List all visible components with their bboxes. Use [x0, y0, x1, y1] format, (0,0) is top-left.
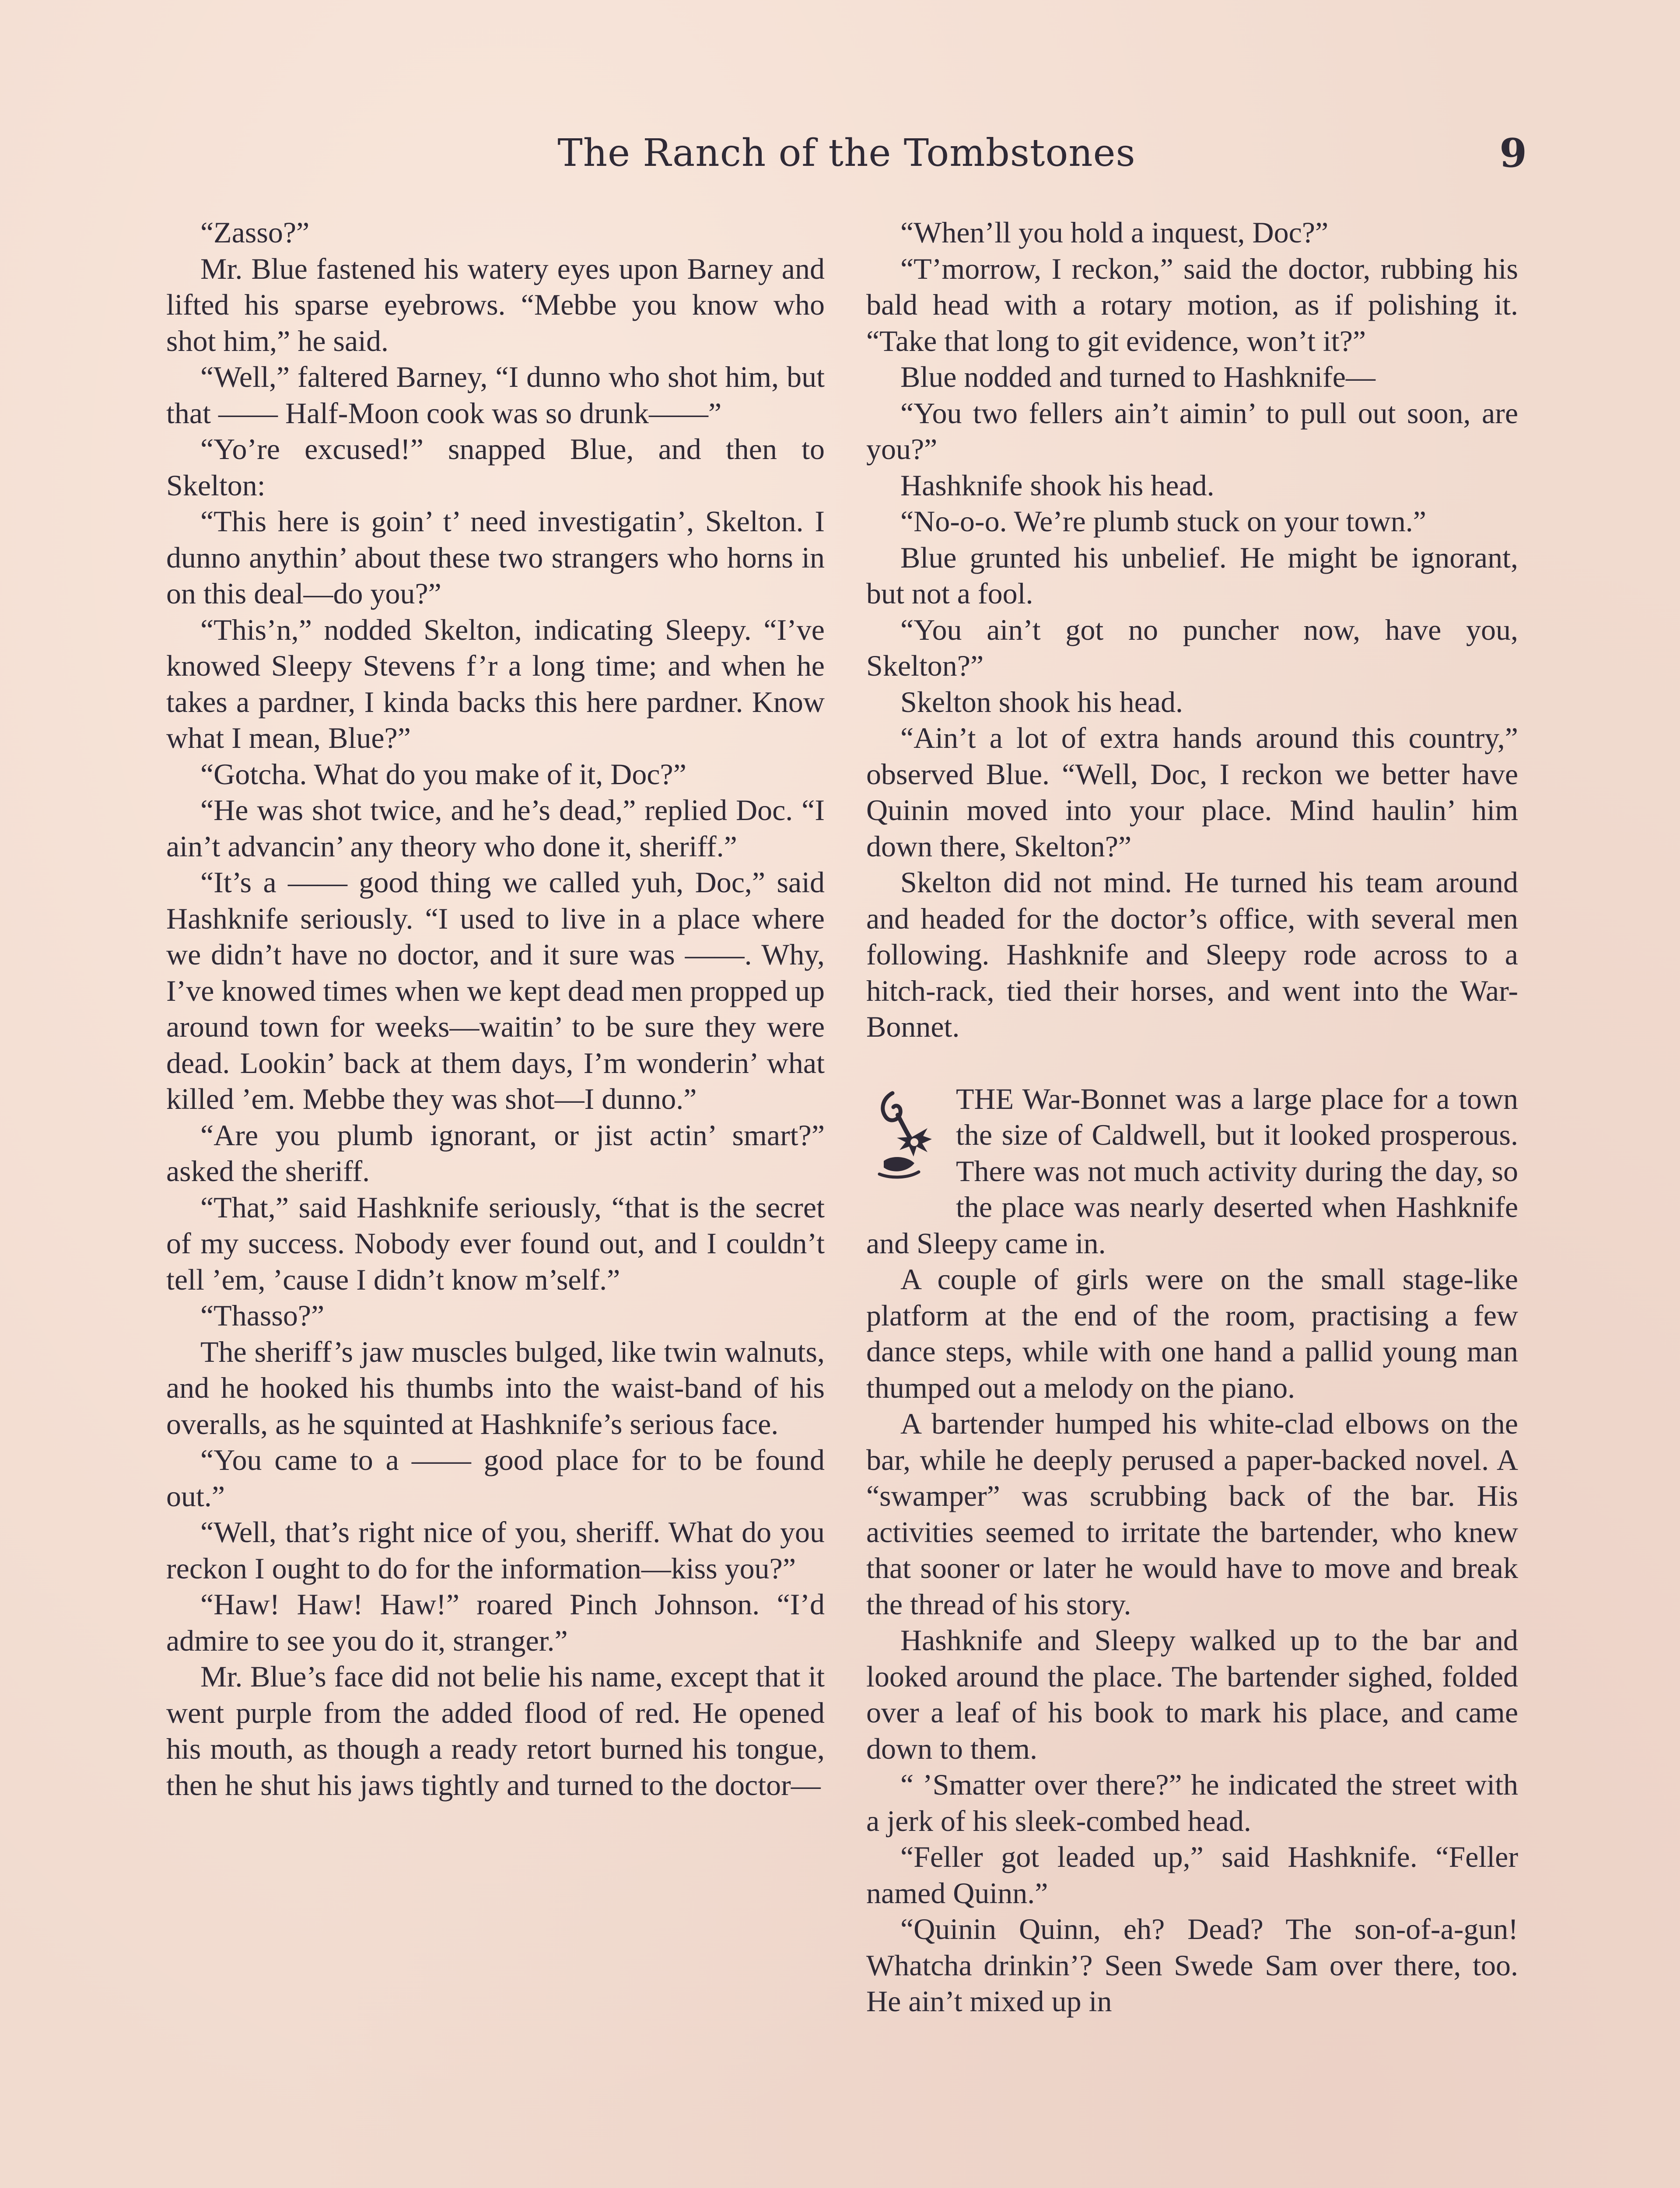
left-column	[166, 214, 825, 1803]
page-number: 9	[1499, 130, 1527, 176]
paragraph: “Yo’re excused!” snapped Blue, and then to Skelton:	[166, 432, 825, 502]
paragraph: Hashknife shook his head.	[900, 468, 1214, 502]
section-break	[866, 1081, 1518, 1262]
paragraph: “Zasso?”	[200, 216, 310, 249]
paragraph: Hashknife and Sleepy walked up to the bar and looked around the place. The bartender sighed, folded over a leaf of his book to mark his place, and came down to them.	[866, 1623, 1518, 1765]
paragraph: Mr. Blue’s face did not belie his name, except that it went purple from the added flood of red. He opened his mouth, as though a ready retort burned his tongue, then he shut his jaws tightly and turned to the doctor—	[166, 1660, 825, 1802]
paragraph: A couple of girls were on the small stage-like platform at the end of the room, practising a few dance steps, while with one hand a pallid young man thumped out a melody on the piano.	[866, 1262, 1518, 1404]
paragraph: The sheriff’s jaw muscles bulged, like twin walnuts, and he hooked his thumbs into the waist-band of his overalls, as he squinted at Hashknife’s serious face.	[166, 1335, 825, 1441]
paragraph: Skelton shook his head.	[900, 685, 1183, 719]
paragraph: Skelton did not mind. He turned his team around and headed for the doctor’s office, with several men following. Hashknife and Sleepy rode across to a hitch-rack, tied their horses, and went into the War-Bonnet.	[866, 866, 1518, 1043]
paragraph: Blue nodded and turned to Hashknife—	[900, 360, 1376, 393]
paragraph: “You ain’t got no puncher now, have you, Skelton?”	[866, 613, 1518, 682]
paragraph: “You came to a —— good place for to be found out.”	[166, 1443, 825, 1513]
paragraph: “Quinin Quinn, eh? Dead? The son-of-a-gun! Whatcha drinkin’? Seen Swede Sam over there, too. He ain’t mixed up in	[866, 1912, 1518, 2018]
paragraph: “Gotcha. What do you make of it, Doc?”	[200, 757, 686, 791]
paragraph: “Haw! Haw! Haw!” roared Pinch Johnson. “I’d admire to see you do it, stranger.”	[166, 1588, 825, 1657]
paragraph: “It’s a —— good thing we called yuh, Doc,” said Hashknife seriously. “I used to live in a place where we didn’t have no doctor, and it sure was ——. Why, I’ve knowed times when we kept dead men propped up around town for weeks—waitin’ to be sure they were dead. Lookin’ back at them days, I’m wonderin’ what killed ’em. Mebbe they was shot—I dunno.”	[166, 866, 825, 1115]
running-title: The Ranch of the Tombstones	[557, 131, 1136, 175]
paragraph: “ ’Smatter over there?” he indicated the street with a jerk of his sleek-combed head.	[866, 1768, 1518, 1837]
paragraph: “Well, that’s right nice of you, sheriff. What do you reckon I ought to do for the information—kiss you?”	[166, 1515, 825, 1585]
page-header	[166, 127, 1527, 184]
paragraph: “Are you plumb ignorant, or jist actin’ smart?” asked the sheriff.	[166, 1118, 825, 1188]
paragraph: “When’ll you hold a inquest, Doc?”	[900, 216, 1329, 249]
paragraph: “Ain’t a lot of extra hands around this country,” observed Blue. “Well, Doc, I reckon we better have Quinin moved into your place. Mind haulin’ him down there, Skelton?”	[866, 721, 1518, 863]
paragraph: Blue grunted his unbelief. He might be ignorant, but not a fool.	[866, 540, 1518, 610]
spur-ornament-icon	[866, 1084, 943, 1189]
paragraph: “Well,” faltered Barney, “I dunno who shot him, but that —— Half-Moon cook was so drunk——”	[166, 360, 825, 430]
paragraph: “He was shot twice, and he’s dead,” replied Doc. “I ain’t advancin’ any theory who done it, sheriff.”	[166, 793, 825, 863]
paragraph: “Feller got leaded up,” said Hashknife. “Feller named Quinn.”	[866, 1840, 1518, 1910]
paragraph: “You two fellers ain’t aimin’ to pull out soon, are you?”	[866, 396, 1518, 466]
paragraph: “Thasso?”	[200, 1299, 325, 1332]
section-opening-paragraph: THE War-Bonnet was a large place for a town the size of Caldwell, but it looked prosperous. There was not much activity during the day, so the place was nearly deserted when Hashknife and Sleepy came in.	[866, 1082, 1518, 1260]
paragraph: Mr. Blue fastened his watery eyes upon Barney and lifted his sparse eyebrows. “Mebbe you know who shot him,” he said.	[166, 252, 825, 358]
paragraph: A bartender humped his white-clad elbows on the bar, while he deeply perused a paper-backed novel. A “swamper” was scrubbing back of the bar. His activities seemed to irritate the bartender, who knew that sooner or later he would have to move and break the thread of his story.	[866, 1407, 1518, 1621]
paragraph: “T’morrow, I reckon,” said the doctor, rubbing his bald head with a rotary motion, as if polishing it. “Take that long to git evidence, won’t it?”	[866, 252, 1518, 358]
paragraph: “This’n,” nodded Skelton, indicating Sleepy. “I’ve knowed Sleepy Stevens f’r a long time; and when he takes a pardner, I kinda backs this here pardner. Know what I mean, Blue?”	[166, 613, 825, 754]
paragraph: “This here is goin’ t’ need investigatin’, Skelton. I dunno anythin’ about these two strangers who horns in on this deal—do you?”	[166, 505, 825, 610]
right-column	[866, 214, 1518, 2020]
paragraph: “That,” said Hashknife seriously, “that is the secret of my success. Nobody ever found out, and I couldn’t tell ’em, ’cause I didn’t know m’self.”	[166, 1190, 825, 1296]
paragraph: “No-o-o. We’re plumb stuck on your town.”	[900, 505, 1426, 538]
